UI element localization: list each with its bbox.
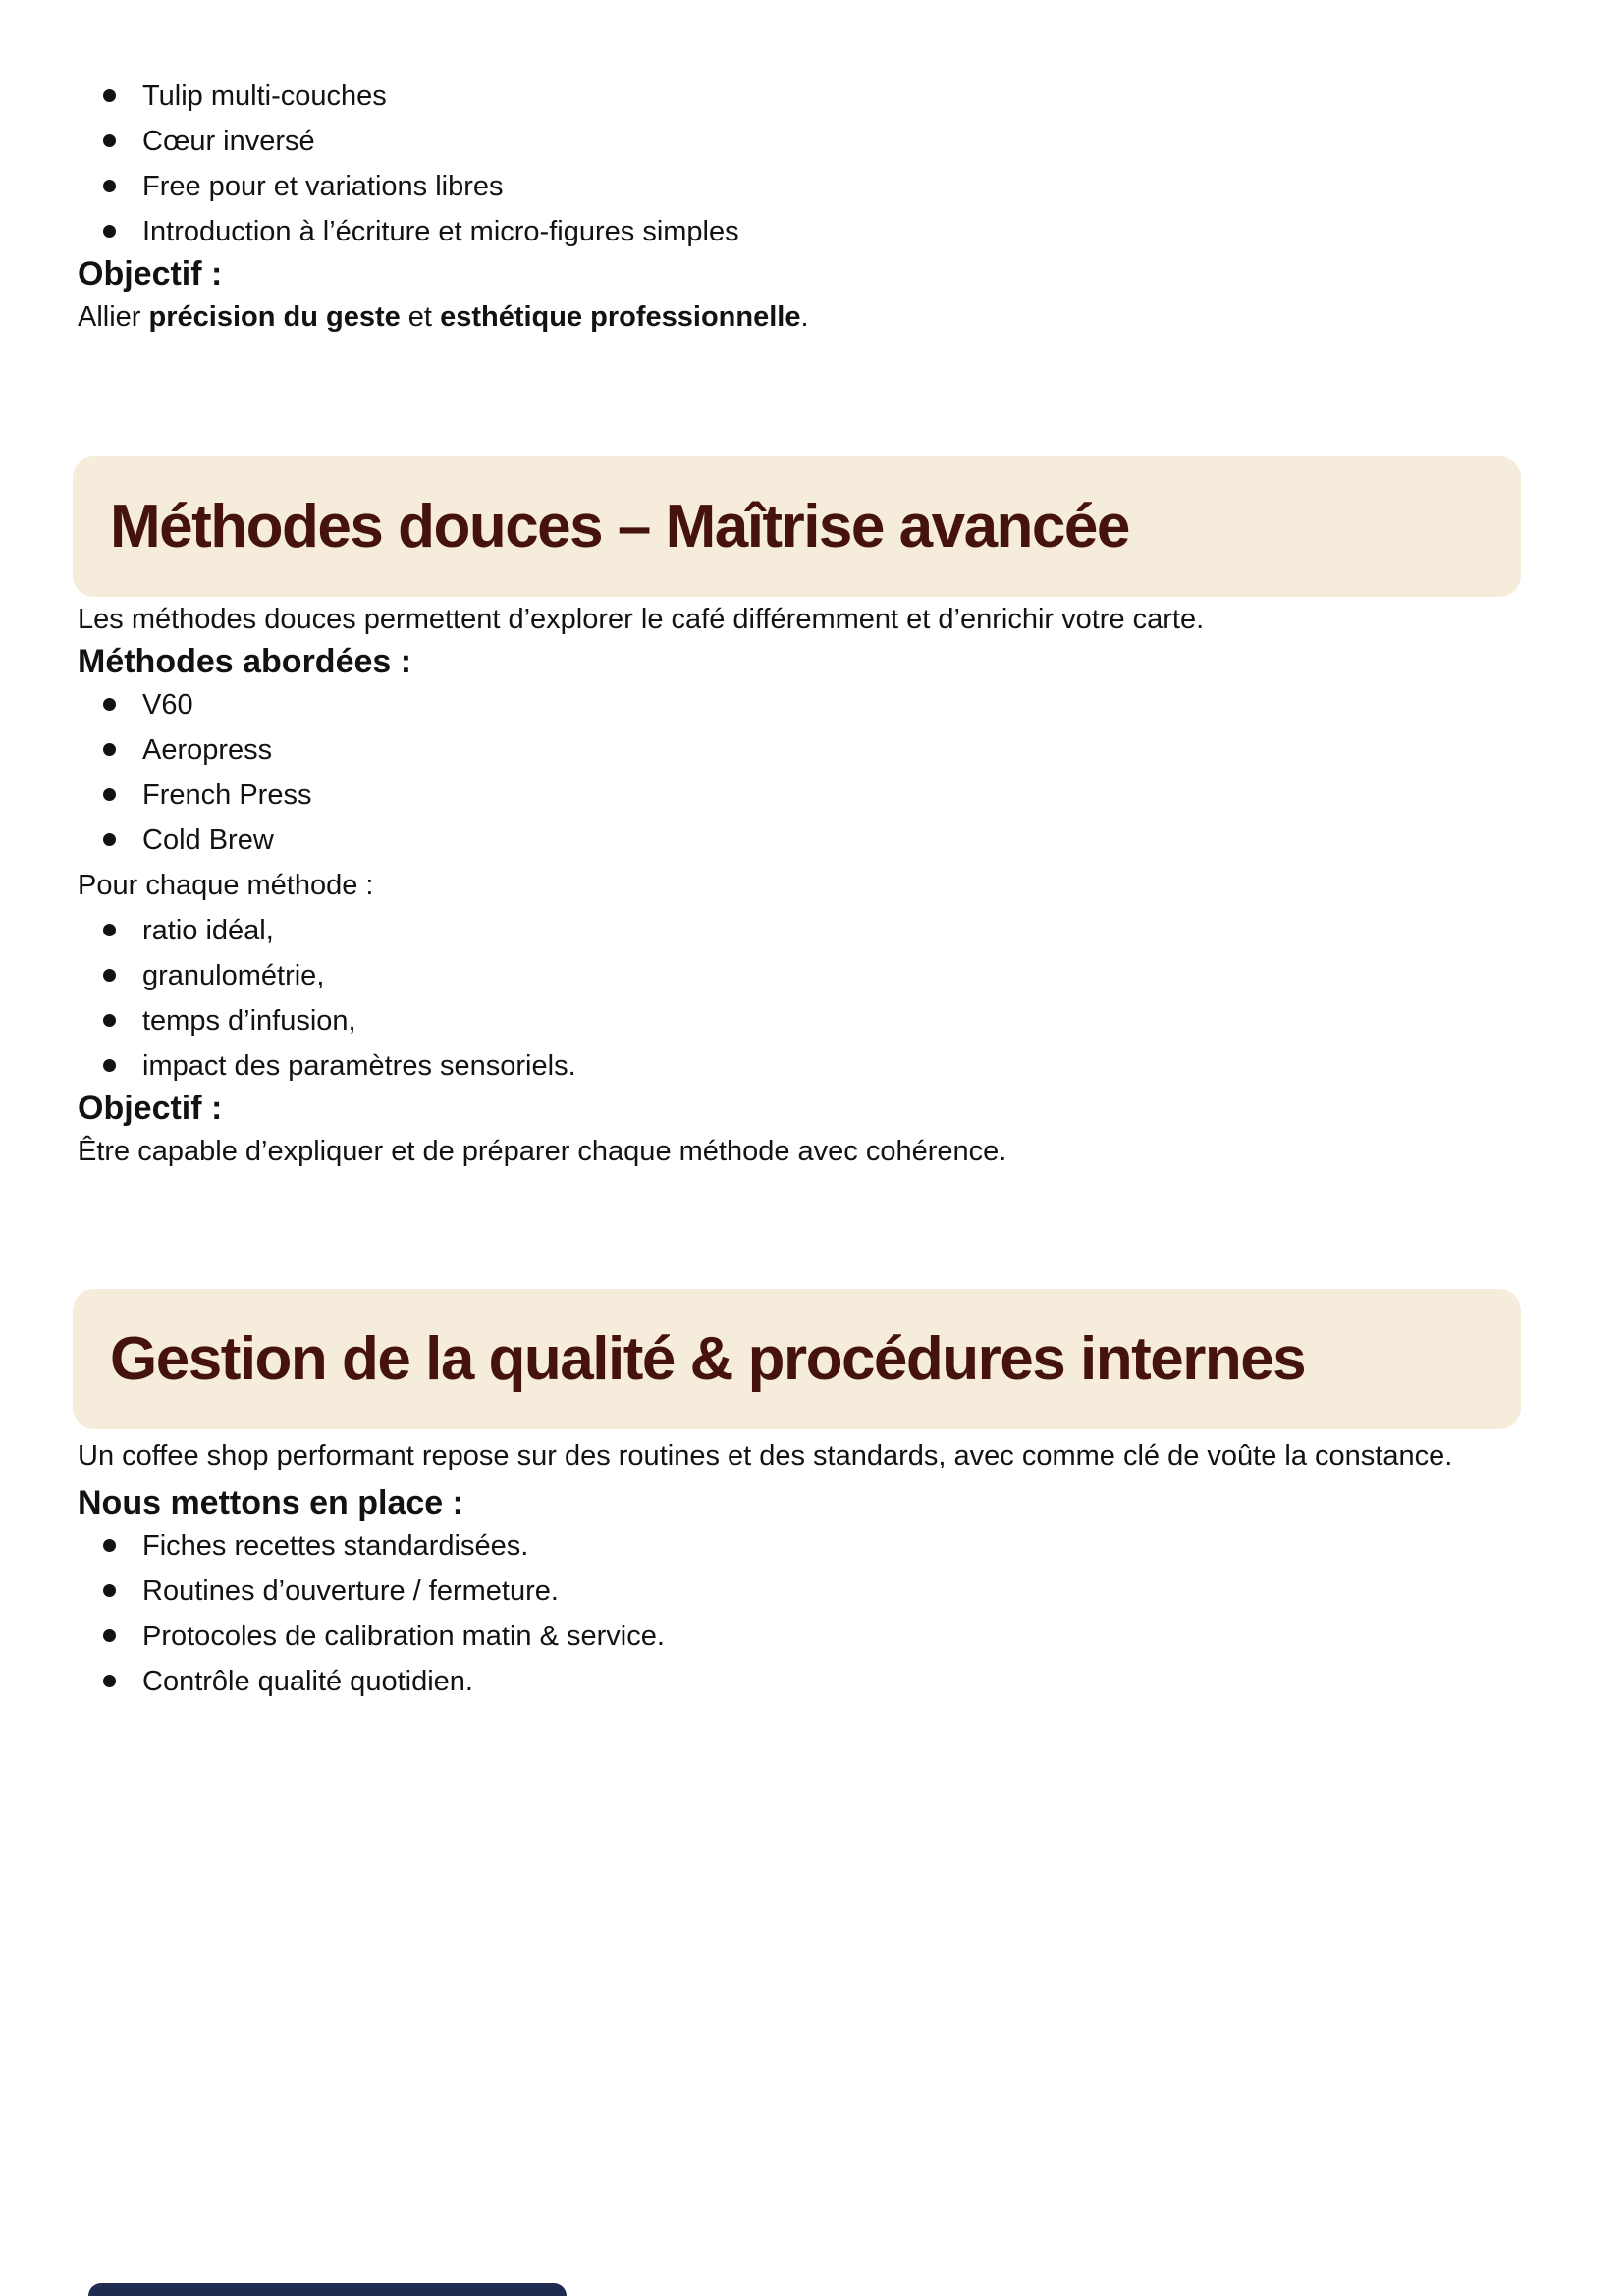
per-method-heading: Pour chaque méthode :	[78, 870, 374, 901]
latte-art-figures-list	[78, 74, 1526, 254]
quality-list-heading: Nous mettons en place :	[78, 1484, 463, 1522]
objective-text: Être capable d’expliquer et de préparer chaque méthode avec cohérence.	[78, 1136, 1007, 1167]
bold-text-segment: précision du geste	[148, 301, 401, 333]
quality-list	[78, 1523, 1526, 1704]
list-item: impact des paramètres sensoriels.	[78, 1043, 1526, 1089]
section-banner-gestion-qualite	[73, 1289, 1521, 1429]
list-item: Aeropress	[78, 727, 1526, 773]
list-item: granulométrie,	[78, 953, 1526, 998]
list-item: ratio idéal,	[78, 908, 1526, 953]
section-title: Gestion de la qualité & procédures internes	[110, 1325, 1306, 1393]
list-item: French Press	[78, 773, 1526, 818]
text-segment: .	[800, 301, 809, 333]
section-title: Méthodes douces – Maîtrise avancée	[110, 493, 1129, 561]
list-item: Fiches recettes standardisées.	[78, 1523, 1526, 1569]
text-segment: Allier	[78, 301, 149, 333]
next-section-banner-partial	[88, 2283, 567, 2296]
text-segment: et	[400, 301, 441, 333]
section-intro: Les méthodes douces permettent d’explorer le café différemment et d’enrichir votre carte.	[78, 604, 1205, 635]
objective-heading: Objectif :	[78, 1090, 223, 1127]
methods-list-heading: Méthodes abordées :	[78, 643, 412, 680]
list-item: Cold Brew	[78, 818, 1526, 863]
list-item: Free pour et variations libres	[78, 164, 1526, 209]
objective-heading: Objectif :	[78, 255, 223, 293]
section-intro: Un coffee shop performant repose sur des routines et des standards, avec comme clé de voûte la constance.	[78, 1440, 1453, 1471]
list-item: Cœur inversé	[78, 119, 1526, 164]
objective-text	[78, 294, 1526, 340]
list-item: Contrôle qualité quotidien.	[78, 1659, 1526, 1704]
list-item: Routines d’ouverture / fermeture.	[78, 1569, 1526, 1614]
bold-text-segment: esthétique professionnelle	[440, 301, 801, 333]
list-item: V60	[78, 682, 1526, 727]
per-method-list	[78, 908, 1526, 1089]
list-item: temps d’infusion,	[78, 998, 1526, 1043]
section-banner-methodes-douces	[73, 456, 1521, 597]
methods-list	[78, 682, 1526, 863]
list-item: Introduction à l’écriture et micro-figures simples	[78, 209, 1526, 254]
list-item: Protocoles de calibration matin & service.	[78, 1614, 1526, 1659]
list-item: Tulip multi-couches	[78, 74, 1526, 119]
